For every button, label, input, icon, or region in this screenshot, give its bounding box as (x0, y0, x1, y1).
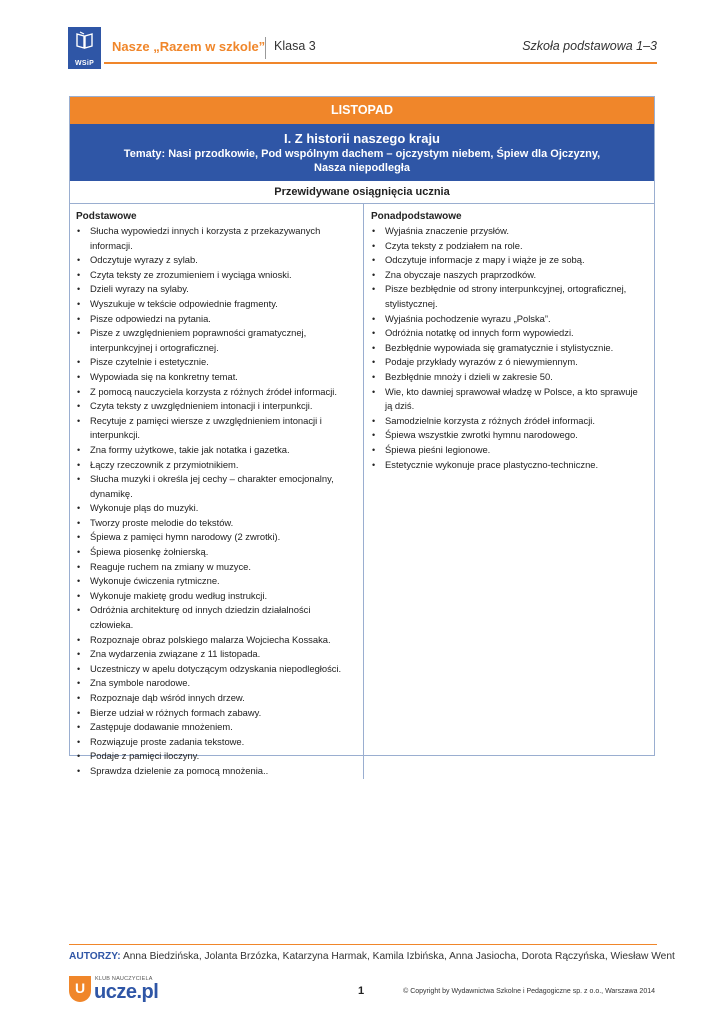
series-title: Nasze „Razem w szkole” (112, 39, 266, 54)
left-item: • Rozpoznaje obraz polskiego malarza Wojciecha Kossaka. (76, 633, 355, 648)
left-item: • Podaje z pamięci iloczyny. (76, 749, 355, 764)
left-item: • Wykonuje makietę grodu według instrukcji. (76, 589, 355, 604)
left-item: • Odczytuje wyrazy z sylab. (76, 253, 355, 268)
left-item: • Śpiewa z pamięci hymn narodowy (2 zwrotki). (76, 530, 355, 545)
right-item: • Estetycznie wykonuje prace plastyczno-techniczne. (371, 458, 646, 473)
left-item: • Zna symbole narodowe. (76, 676, 355, 691)
achievement-columns (70, 204, 654, 779)
basic-column (70, 204, 364, 779)
left-item: • Recytuje z pamięci wiersze z uwzględnieniem intonacji i interpunkcji. (76, 414, 355, 443)
right-item: • Odróżnia notatkę od innych form wypowiedzi. (371, 326, 646, 341)
book-icon (75, 31, 94, 51)
basic-heading: Podstawowe (76, 211, 137, 222)
left-item: • Tworzy proste melodie do tekstów. (76, 516, 355, 531)
left-item: • Pisze z uwzględnieniem poprawności gramatycznej, interpunkcyjnej i ortograficznej. (76, 326, 355, 355)
left-item: • Czyta teksty ze zrozumieniem i wyciąga wnioski. (76, 268, 355, 283)
header-divider (265, 37, 266, 59)
topic-title: I. Z historii naszego kraju (283, 131, 441, 146)
left-item: • Słucha muzyki i określa jej cechy – charakter emocjonalny, dynamikę. (76, 472, 355, 501)
advanced-column (364, 204, 654, 779)
left-item: • Rozwiązuje proste zadania tekstowe. (76, 735, 355, 750)
class-label: Klasa 3 (274, 39, 316, 53)
authors-names: Anna Biedzińska, Jolanta Brzózka, Katarzyna Harmak, Kamila Izbińska, Anna Jasiocha, Dorota Rączyńska, Wiesław Went (120, 951, 675, 962)
left-item: • Wykonuje ćwiczenia rytmiczne. (76, 574, 355, 589)
footer-rule (69, 944, 657, 945)
authors-label: AUTORZY: (69, 951, 121, 962)
right-item: • Zna obyczaje naszych praprzodków. (371, 268, 646, 283)
ucze-wordmark: ucze.pl (94, 981, 159, 1003)
left-item: • Wykonuje pląs do muzyki. (76, 501, 355, 516)
left-item: • Dzieli wyrazy na sylaby. (76, 282, 355, 297)
left-item: • Pisze czytelnie i estetycznie. (76, 355, 355, 370)
ucze-u-icon: U (69, 976, 91, 1002)
right-item: • Podaje przykłady wyrazów z ó niewymiennym. (371, 355, 646, 370)
logo-text: WSiP (74, 60, 95, 67)
right-item: • Śpiewa wszystkie zwrotki hymnu narodowego. (371, 428, 646, 443)
right-item: • Wie, kto dawniej sprawował władzę w Polsce, a kto sprawuje ją dziś. (371, 385, 646, 414)
left-item: • Zastępuje dodawanie mnożeniem. (76, 720, 355, 735)
left-item: • Bierze udział w różnych formach zabawy. (76, 706, 355, 721)
plan-table (69, 96, 655, 776)
right-item: • Bezbłędnie mnoży i dzieli w zakresie 50. (371, 370, 646, 385)
left-item: • Z pomocą nauczyciela korzysta z różnych źródeł informacji. (76, 385, 355, 400)
page-number: 1 (358, 985, 365, 997)
right-item: • Samodzielnie korzysta z różnych źródeł informacji. (371, 414, 646, 429)
left-item: • Wyszukuje w tekście odpowiednie fragmenty. (76, 297, 355, 312)
month-header: LISTOPAD (70, 97, 654, 124)
right-item: • Odczytuje informacje z mapy i wiąże je ze sobą. (371, 253, 646, 268)
right-item: • Wyjaśnia znaczenie przysłów. (371, 224, 646, 239)
advanced-heading: Ponadpodstawowe (371, 211, 462, 222)
right-item: • Czyta teksty z podziałem na role. (371, 239, 646, 254)
left-item: • Sprawdza dzielenie za pomocą mnożenia.. (76, 764, 355, 779)
copyright: © Copyright by Wydawnictwa Szkolne i Pedagogiczne sp. z o.o., Warszawa 2014 (403, 988, 655, 995)
left-item: • Słucha wypowiedzi innych i korzysta z przekazywanych informacji. (76, 224, 355, 253)
left-item: • Wypowiada się na konkretny temat. (76, 370, 355, 385)
left-item: • Uczestniczy w apelu dotyczącym odzyskania niepodległości. (76, 662, 355, 677)
left-item: • Reaguje ruchem na zmiany w muzyce. (76, 560, 355, 575)
authors-line (69, 951, 675, 962)
left-item: • Śpiewa piosenkę żołnierską. (76, 545, 355, 560)
school-label: Szkoła podstawowa 1–3 (522, 39, 657, 53)
topic-block (70, 124, 654, 181)
left-item: • Odróżnia architekturę od innych dziedzin działalności człowieka. (76, 603, 355, 632)
left-item: • Rozpoznaje dąb wśród innych drzew. (76, 691, 355, 706)
topic-subtitle-1: Tematy: Nasi przodkowie, Pod wspólnym dachem – ojczystym niebem, Śpiew dla Ojczyzny, (123, 148, 601, 160)
ucze-tagline: KLUB NAUCZYCIELA (95, 976, 153, 982)
wsip-logo (68, 27, 101, 69)
achievements-header: Przewidywane osiągnięcia ucznia (70, 181, 654, 204)
header-rule (104, 62, 657, 64)
left-item: • Zna formy użytkowe, takie jak notatka i gazetka. (76, 443, 355, 458)
basic-list (76, 224, 355, 779)
right-item: • Śpiewa pieśni legionowe. (371, 443, 646, 458)
ucze-logo[interactable] (69, 974, 164, 1008)
left-item: • Pisze odpowiedzi na pytania. (76, 312, 355, 327)
left-item: • Czyta teksty z uwzględnieniem intonacji i interpunkcji. (76, 399, 355, 414)
right-item: • Bezbłędnie wypowiada się gramatycznie i stylistycznie. (371, 341, 646, 356)
right-item: • Wyjaśnia pochodzenie wyrazu „Polska”. (371, 312, 646, 327)
right-item: • Pisze bezbłędnie od strony interpunkcyjnej, ortograficznej, stylistycznej. (371, 282, 646, 311)
advanced-list (371, 224, 646, 472)
left-item: • Zna wydarzenia związane z 11 listopada. (76, 647, 355, 662)
left-item: • Łączy rzeczownik z przymiotnikiem. (76, 458, 355, 473)
topic-subtitle-2: Nasza niepodległa (314, 162, 410, 174)
